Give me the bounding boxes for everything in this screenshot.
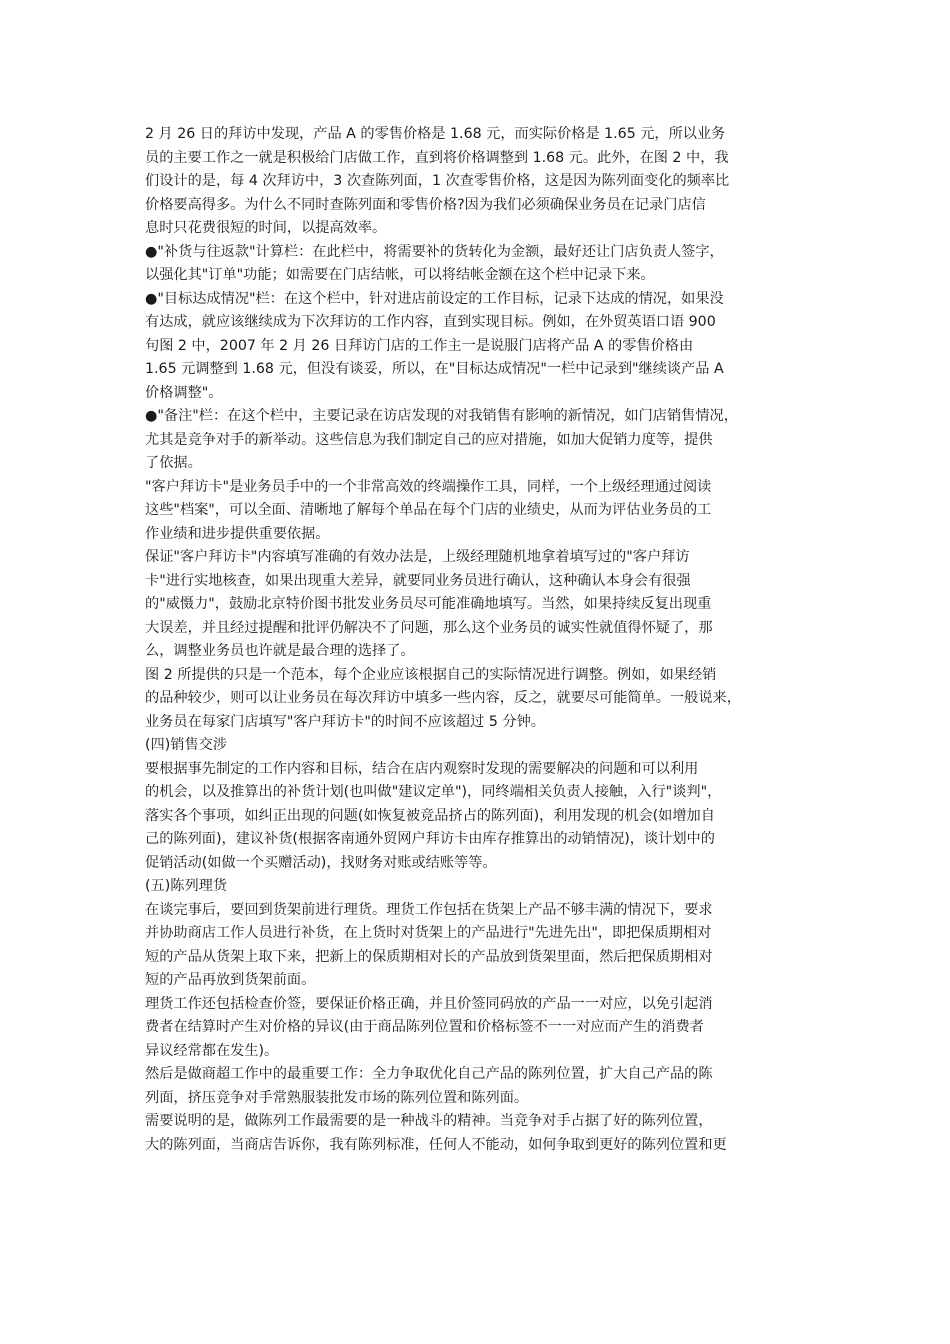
text-line: 息时只花费很短的时间，以提高效率。 [145,220,387,236]
text-line: 需要说明的是，做陈列工作最需要的是一种战斗的精神。当竞争对手占据了好的陈列位置， [145,1113,713,1129]
text-line: 大误差，并且经过提醒和批评仍解决不了问题，那么这个业务员的诚实性就值得怀疑了，那 [145,619,713,636]
text-line: 员的主要工作之一就是积极给门店做工作，直到将价格调整到 1.68 元。此外，在图 2 中，我 [145,149,729,166]
text-line: 短的产品从货架上取下来，把新上的保质期相对长的产品放到货架里面，然后把保质期相对 [145,948,713,965]
text-line: 促销活动(如做一个买赠活动)，找财务对账或结账等等。 [145,854,497,871]
text-line: 费者在结算时产生对价格的异议(由于商品陈列位置和价格标签不一一对应而产生的消费者 [145,1019,704,1035]
text-line: 价格要高得多。为什么不同时查陈列面和零售价格?因为我们必须确保业务员在记录门店信 [145,196,706,213]
text-line: 以强化其"订单"功能；如需要在门店结帐，可以将结帐金额在这个栏中记录下来。 [145,267,655,283]
text-line: 要根据事先制定的工作内容和目标，结合在店内观察时发现的需要解决的问题和可以利用 [145,760,699,777]
text-line: 2 月 26 日的拜访中发现，产品 A 的零售价格是 1.68 元，而实际价格是 1.65 元，所以业务 [145,126,726,142]
text-line: 尤其是竞争对手的新举动。这些信息为我们制定自己的应对措施，如加大促销力度等，提供 [145,431,713,448]
text-line: (四)销售交涉 [145,737,228,753]
text-line: 1.65 元调整到 1.68 元，但没有谈妥，所以，在"目标达成情况"一栏中记录到"继续谈产品 A [145,361,724,377]
text-line: 在谈完事后，要回到货架前进行理货。理货工作包括在货架上产品不够丰满的情况下，要求 [145,901,713,918]
text-line: ●"目标达成情况"栏：在这个栏中，针对进店前设定的工作目标，记录下达成的情况，如果没 [145,290,724,307]
text-line: 卡"进行实地核查，如果出现重大差异，就要同业务员进行确认，这种确认本身会有很强 [145,572,691,589]
text-line: 异议经常都在发生)。 [145,1042,279,1059]
text-line: 们设计的是，每 4 次拜访中，3 次查陈列面，1 次查零售价格，这是因为陈列面变化的频率比 [145,173,730,189]
text-line: 落实各个事项，如纠正出现的问题(如恢复被竞品挤占的陈列面)，利用发现的机会(如增加自 [145,807,715,824]
text-line: 的机会，以及推算出的补货计划(也叫做"建议定单")，同终端相关负责人接触，入行"谈判"， [145,784,722,800]
text-line: 的品种较少，则可以让业务员在每次拜访中填多一些内容，反之，就要尽可能简单。一般说来， [145,690,741,706]
text-line: 价格调整"。 [145,384,223,401]
text-line: 的"威慑力"，鼓励北京特价图书批发业务员尽可能准确地填写。当然，如果持续反复出现重 [145,596,712,612]
text-line: 理货工作还包括检查价签，要保证价格正确，并且价签同码放的产品一一对应，以免引起消 [145,995,713,1012]
text-line: 己的陈列面)，建议补货(根据客南通外贸网户拜访卡由库存推算出的动销情况)，谈计划中的 [145,831,715,847]
text-line: ●"补货与往返款"计算栏：在此栏中，将需要补的货转化为金额，最好还让门店负责人签字， [145,243,724,260]
text-line: 短的产品再放到货架前面。 [145,972,316,988]
text-line: 有达成，就应该继续成为下次拜访的工作内容，直到实现目标。例如，在外贸英语口语 900 [145,314,716,330]
text-line: 作业绩和进步提供重要依据。 [145,525,330,542]
text-line: "客户拜访卡"是业务员手中的一个非常高效的终端操作工具，同样，一个上级经理通过阅读 [145,478,712,495]
text-line: 并协助商店工作人员进行补货，在上货时对货架上的产品进行"先进先出"，即把保质期相对 [145,925,712,941]
text-line: 了依据。 [145,455,202,471]
text-line: 句图 2 中，2007 年 2 月 26 日拜访门店的工作主一是说服门店将产品 A 的零售价格由 [145,337,694,354]
text-line: 图 2 所提供的只是一个范本，每个企业应该根据自己的实际情况进行调整。例如，如果经销 [145,666,717,683]
text-line: ●"备注"栏：在这个栏中，主要记录在访店发现的对我销售有影响的新情况，如门店销售情况， [145,408,738,424]
text-line: 然后是做商超工作中的最重要工作：全力争取优化自己产品的陈列位置，扩大自己产品的陈 [145,1066,713,1082]
document-body [145,123,815,1157]
text-line: 保证"客户拜访卡"内容填写准确的有效办法是，上级经理随机地拿着填写过的"客户拜访 [145,549,690,565]
text-line: 这些"档案"，可以全面、清晰地了解每个单品在每个门店的业绩史，从而为评估业务员的工 [145,502,712,518]
text-line: 大的陈列面，当商店告诉你，我有陈列标准，任何人不能动，如何争取到更好的陈列位置和更 [145,1136,727,1153]
text-line: 列面，挤压竞争对手常熟服装批发市场的陈列位置和陈列面。 [145,1089,529,1106]
text-line: (五)陈列理货 [145,878,228,894]
text-line: 么，调整业务员也许就是最合理的选择了。 [145,643,415,659]
text-line: 业务员在每家门店填写"客户拜访卡"的时间不应该超过 5 分钟。 [145,713,545,730]
